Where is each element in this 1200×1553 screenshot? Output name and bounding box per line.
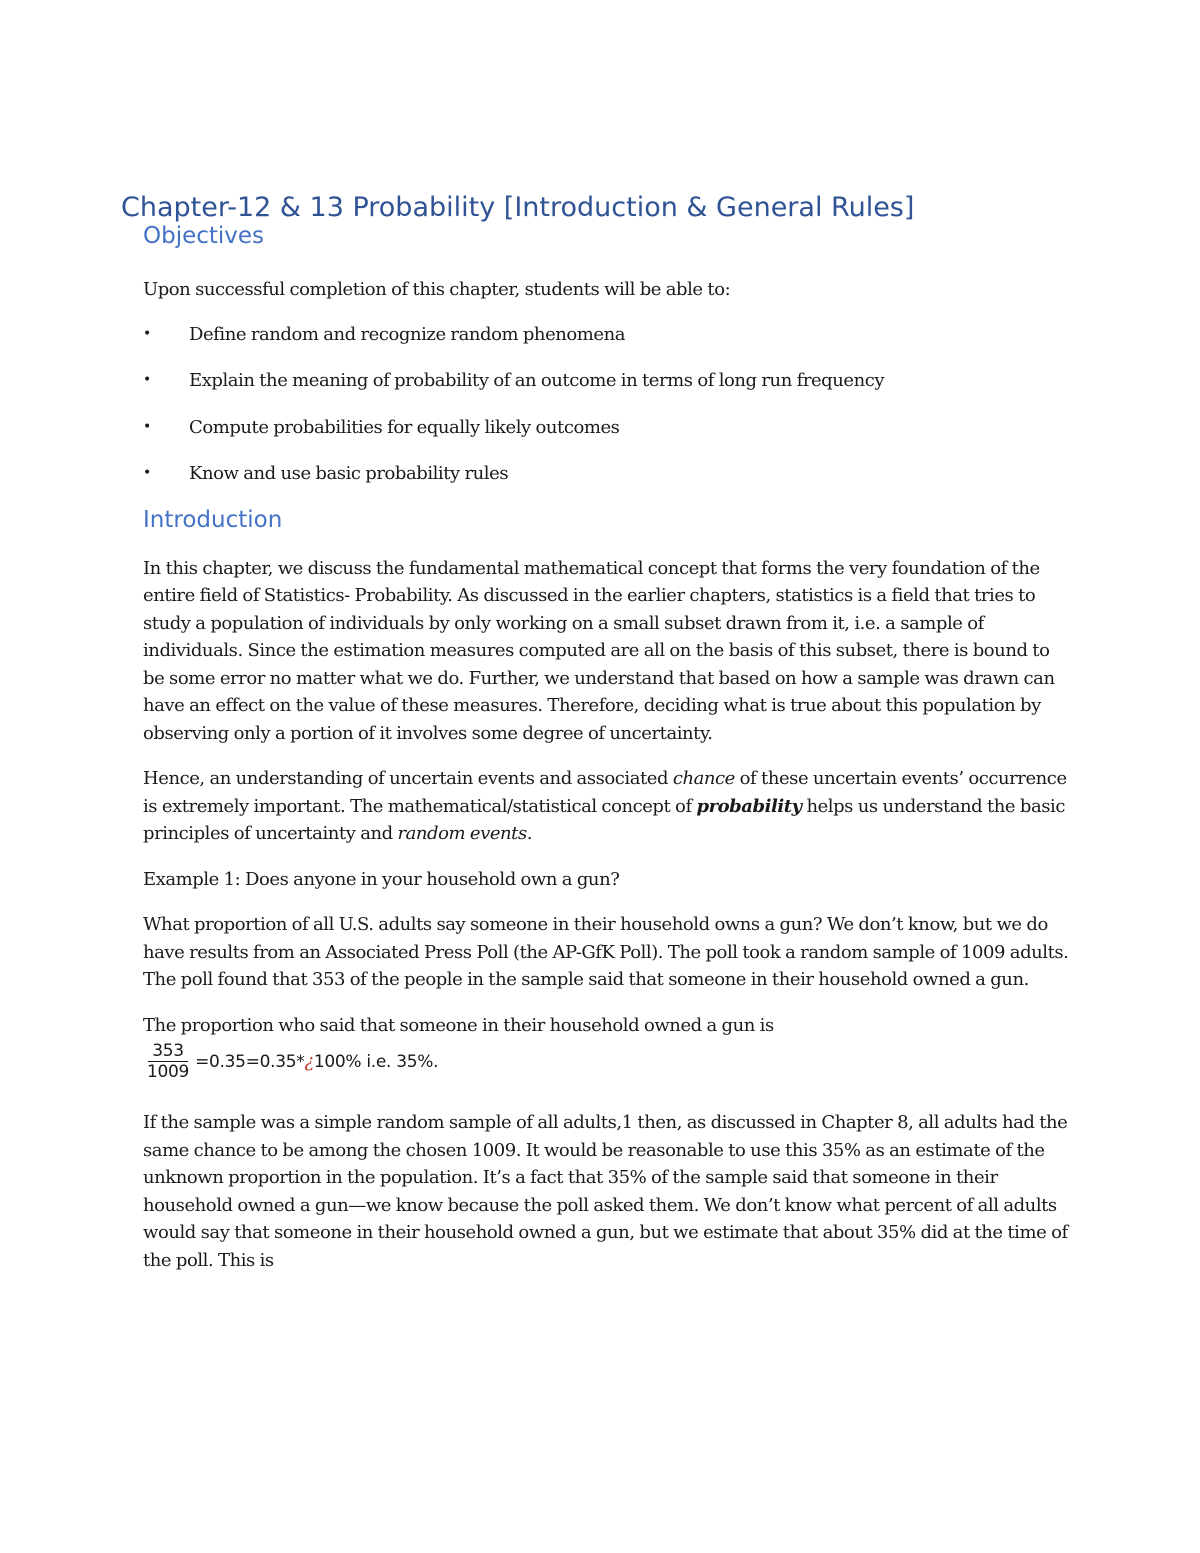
bullet-icon: • — [143, 325, 151, 342]
text-run: helps us understand the basic principles of uncertainty and — [143, 795, 1065, 844]
emphasis-probability: probability — [696, 795, 802, 817]
text-run: of these uncertain events’ occurrence is extremely important. The mathematical/statistical concept of — [143, 768, 1067, 817]
objective-text: Define random and recognize random phenomena — [189, 323, 626, 345]
estimate-paragraph: If the sample was a simple random sample of all adults,1 then, as discussed in Chapter 8, all adults had the same chance to be among the chosen 1009. It would be reasonable to use this 35% as an estimate of the unknown proportion in the population. It’s a fact that 35% of the sample said that someone in their household owned a gun—we know because the poll asked them. We don’t know what percent of all adults would say that someone in their household owned a gun, but we estimate that about 35% did at the time of the poll. This is — [143, 1112, 1068, 1271]
bullet-icon: • — [143, 418, 151, 435]
formula-tail: 100% i.e. 35%. — [313, 1051, 439, 1072]
intro-paragraph-2 — [143, 765, 1073, 848]
list-item — [143, 414, 1073, 442]
emphasis-random-events: random events — [397, 823, 527, 844]
example-title: Example 1: Does anyone in your household own a gun? — [143, 868, 620, 890]
formula-glyph: ¿ — [304, 1051, 314, 1072]
fraction-denominator: 1009 — [147, 1062, 190, 1082]
document-body — [121, 192, 1073, 1274]
proportion-formula — [143, 1041, 1073, 1082]
objective-text: Compute probabilities for equally likely outcomes — [189, 416, 620, 438]
introduction-heading: Introduction — [143, 506, 283, 533]
objectives-list — [143, 321, 1073, 488]
list-item — [143, 321, 1073, 349]
text-run: Hence, an understanding of uncertain events and associated — [143, 768, 673, 789]
objectives-lead: Upon successful completion of this chapter, students will be able to: — [143, 279, 731, 300]
objective-text: Explain the meaning of probability of an outcome in terms of long run frequency — [189, 370, 885, 391]
objectives-heading: Objectives — [143, 223, 265, 249]
list-item — [143, 367, 1073, 395]
text-run: . — [526, 823, 533, 844]
intro-paragraph-1: In this chapter, we discuss the fundamental mathematical concept that forms the very foundation of the entire field of Statistics- Probability. As discussed in the earlier chapters, statistics is a field that tries to study a population of individuals by only working on a small subset drawn from it, i.e. a sample of individuals. Since the estimation measures computed are all on the basis of this subset, there is bound to be some error no matter what we do. Further, we understand that based on how a sample was drawn can have an effect on the value of these measures. Therefore, deciding what is true about this population by observing only a portion of it involves some degree of uncertainty. — [143, 557, 1055, 744]
fraction — [143, 1041, 193, 1082]
list-item — [143, 460, 1073, 488]
objective-text: Know and use basic probability rules — [189, 463, 509, 484]
emphasis-chance: chance — [672, 768, 735, 789]
example-paragraph: What proportion of all U.S. adults say someone in their household owns a gun? We don’t know, but we do have results from an Associated Press Poll (the AP-GfK Poll). The poll took a random sample of 1009 adults. The poll found that 353 of the people in the sample said that someone in their household owned a gun. — [143, 914, 1069, 990]
proportion-sentence: The proportion who said that someone in their household owned a gun is — [143, 1014, 774, 1036]
bullet-icon: • — [143, 465, 151, 481]
formula-middle: =0.35=0.35* — [195, 1051, 305, 1072]
bullet-icon: • — [143, 372, 151, 388]
page-title: Chapter-12 & 13 Probability [Introduction & General Rules] — [121, 192, 915, 223]
fraction-numerator: 353 — [148, 1041, 188, 1062]
